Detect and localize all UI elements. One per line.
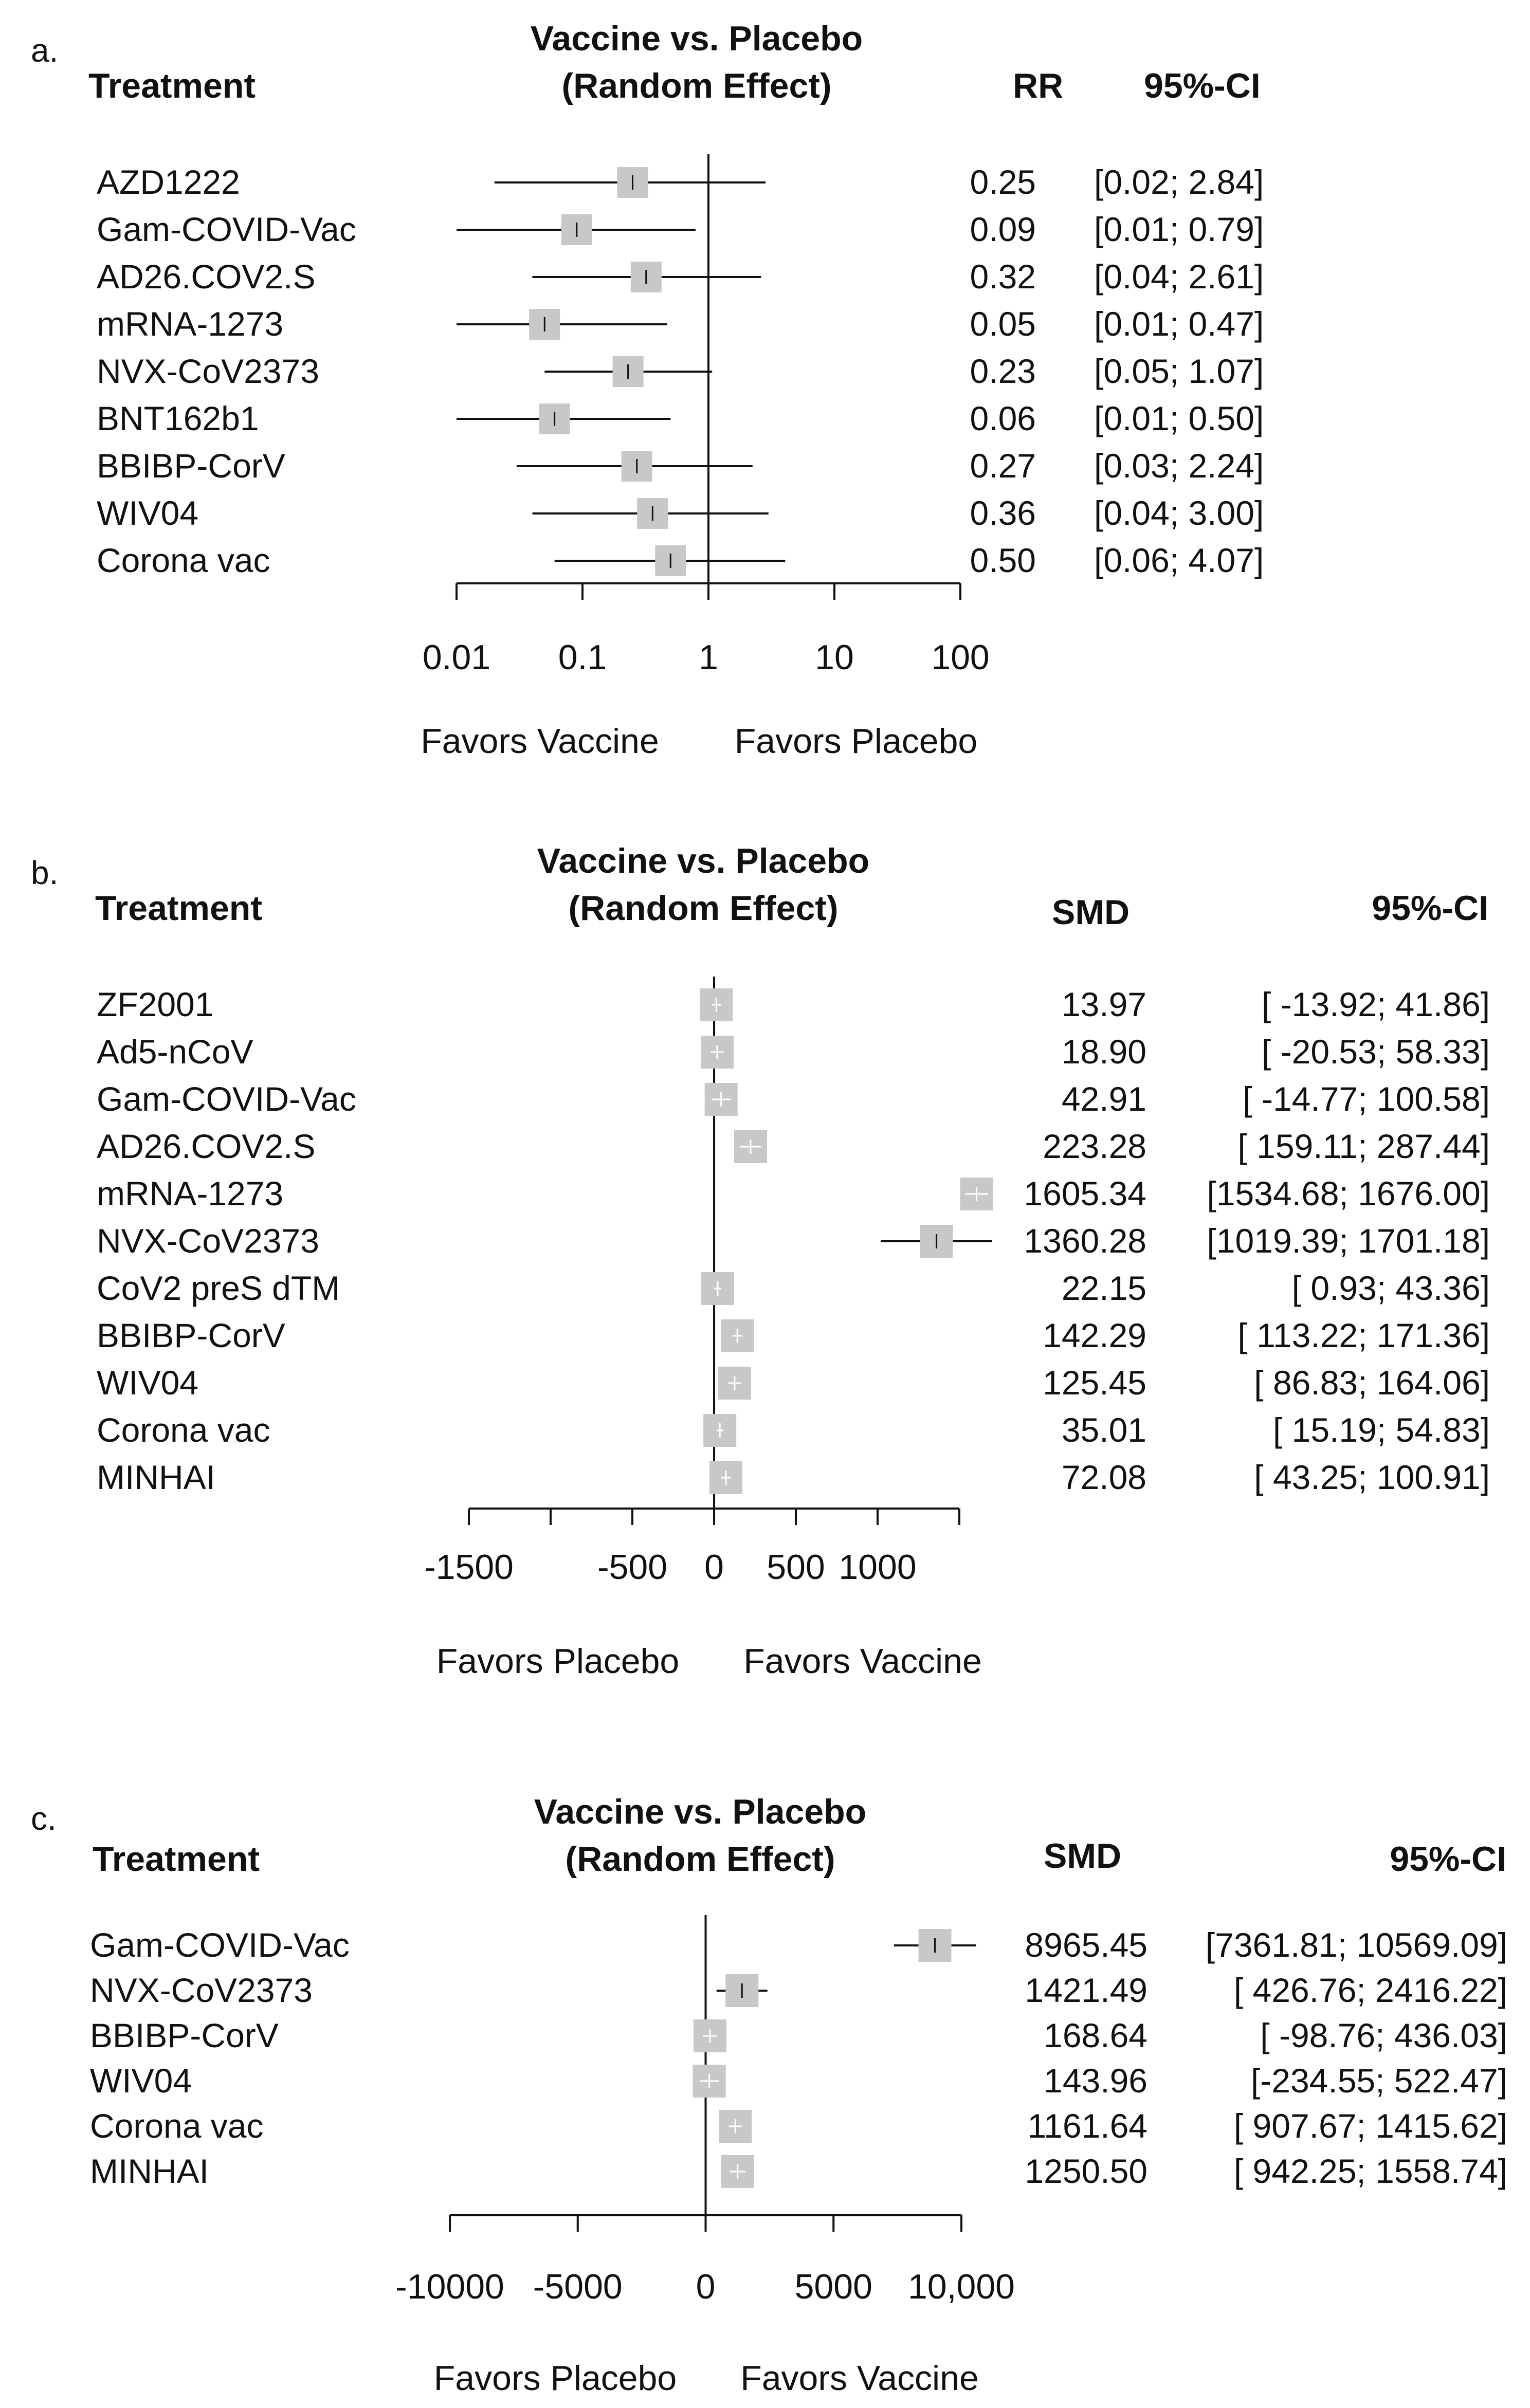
ci-value: [0.02; 2.84] — [1094, 163, 1264, 201]
ci-value: [0.01; 0.47] — [1094, 305, 1264, 343]
ci-value: [0.05; 1.07] — [1094, 352, 1264, 390]
estimate-value: 0.09 — [970, 210, 1036, 248]
x-tick-label: 0.1 — [558, 638, 607, 677]
treatment-label: mRNA-1273 — [97, 1174, 284, 1212]
x-tick-label: 0 — [704, 1548, 724, 1587]
ci-column-header: 95%-CI — [1372, 889, 1488, 928]
plot-title-line1: Vaccine vs. Placebo — [537, 841, 870, 880]
forest-row — [90, 1971, 1507, 2009]
treatment-label: BNT162b1 — [97, 399, 259, 437]
estimate-value: 1360.28 — [1024, 1222, 1146, 1260]
plot-title-line1: Vaccine vs. Placebo — [534, 1792, 867, 1831]
estimate-value: 0.50 — [970, 541, 1036, 579]
estimate-value: 42.91 — [1061, 1080, 1146, 1118]
treatment-label: CoV2 preS dTM — [97, 1269, 340, 1307]
ci-value: [ 15.19; 54.83] — [1272, 1411, 1490, 1449]
ci-column-header: 95%-CI — [1390, 1840, 1506, 1879]
ci-value: [ 43.25; 100.91] — [1254, 1458, 1490, 1496]
forest-row — [97, 1411, 1490, 1449]
x-tick-label: 5000 — [794, 2267, 872, 2306]
ci-value: [ -98.76; 436.03] — [1260, 2016, 1507, 2054]
ci-value: [1019.39; 1701.18] — [1207, 1222, 1490, 1260]
treatment-label: WIV04 — [90, 2062, 192, 2100]
ci-value: [ 942.25; 1558.74] — [1233, 2152, 1507, 2190]
ci-value: [ -20.53; 58.33] — [1262, 1033, 1490, 1071]
estimate-value: 0.05 — [970, 305, 1036, 343]
treatment-label: WIV04 — [97, 1364, 199, 1402]
forest-row — [97, 985, 1490, 1023]
ci-column-header: 95%-CI — [1144, 66, 1261, 105]
treatment-column-header: Treatment — [95, 889, 262, 928]
favors-right-label: Favors Placebo — [734, 722, 978, 761]
panel-letter: b. — [31, 854, 59, 891]
effect-column-header: RR — [1013, 66, 1064, 105]
treatment-label: Gam-COVID-Vac — [97, 1080, 356, 1118]
estimate-value: 0.25 — [970, 163, 1036, 201]
treatment-label: AZD1222 — [97, 163, 240, 201]
plot-title-line2: (Random Effect) — [561, 66, 832, 105]
forest-row — [97, 258, 1264, 296]
treatment-label: Gam-COVID-Vac — [97, 210, 356, 248]
treatment-label: AD26.COV2.S — [97, 258, 316, 296]
treatment-label: NVX-CoV2373 — [90, 1971, 313, 2009]
panel-letter: a. — [31, 32, 59, 69]
forest-row — [97, 352, 1264, 390]
ci-value: [0.01; 0.79] — [1094, 210, 1264, 248]
treatment-label: NVX-CoV2373 — [97, 1222, 319, 1260]
estimate-value: 1421.49 — [1025, 1971, 1148, 2009]
treatment-label: BBIBP-CorV — [97, 1316, 285, 1354]
forest-plot-c — [0, 1768, 1530, 2408]
forest-panel-b — [0, 822, 1530, 1696]
treatment-label: Corona vac — [97, 1411, 270, 1449]
effect-column-header: SMD — [1044, 1836, 1122, 1876]
forest-row — [90, 1926, 1507, 1964]
forest-row — [97, 1080, 1490, 1118]
treatment-label: Ad5-nCoV — [97, 1033, 253, 1071]
treatment-label: WIV04 — [97, 494, 199, 532]
treatment-label: ZF2001 — [97, 985, 214, 1023]
treatment-label: BBIBP-CorV — [90, 2016, 279, 2054]
forest-row — [90, 2062, 1507, 2100]
forest-row — [90, 2152, 1507, 2190]
ci-value: [0.04; 3.00] — [1094, 494, 1264, 532]
favors-right-label: Favors Vaccine — [740, 2359, 979, 2398]
favors-left-label: Favors Vaccine — [421, 722, 659, 761]
x-tick-label: 0 — [696, 2267, 716, 2306]
x-tick-label: 1 — [699, 638, 718, 677]
ci-value: [0.03; 2.24] — [1094, 447, 1264, 485]
estimate-value: 72.08 — [1061, 1458, 1146, 1496]
estimate-value: 1161.64 — [1027, 2107, 1148, 2145]
treatment-label: Corona vac — [97, 541, 270, 579]
favors-left-label: Favors Placebo — [436, 1642, 680, 1681]
forest-row — [97, 399, 1264, 437]
x-tick-label: -1500 — [424, 1548, 514, 1587]
estimate-value: 22.15 — [1061, 1269, 1146, 1307]
ci-value: [0.01; 0.50] — [1094, 399, 1264, 437]
treatment-label: AD26.COV2.S — [97, 1127, 316, 1165]
plot-title-line1: Vaccine vs. Placebo — [530, 19, 863, 58]
estimate-value: 0.06 — [970, 399, 1036, 437]
forest-row — [97, 163, 1264, 201]
x-tick-label: -10000 — [395, 2267, 504, 2306]
forest-row — [97, 210, 1264, 248]
estimate-value: 0.32 — [970, 258, 1036, 296]
forest-row — [97, 305, 1264, 343]
treatment-column-header: Treatment — [88, 66, 256, 105]
ci-value: [1534.68; 1676.00] — [1207, 1174, 1490, 1212]
estimate-value: 0.23 — [970, 352, 1036, 390]
x-tick-label: 0.01 — [422, 638, 491, 677]
ci-value: [0.06; 4.07] — [1094, 541, 1264, 579]
estimate-value: 0.36 — [970, 494, 1036, 532]
x-tick-label: 10,000 — [908, 2267, 1015, 2306]
x-tick-label: -5000 — [533, 2267, 623, 2306]
plot-title-line2: (Random Effect) — [568, 889, 839, 928]
forest-row — [97, 1174, 1490, 1212]
treatment-label: MINHAI — [90, 2152, 209, 2190]
x-tick-label: -500 — [597, 1548, 668, 1587]
forest-row — [97, 1033, 1490, 1071]
ci-value: [ -13.92; 41.86] — [1262, 985, 1490, 1023]
treatment-label: mRNA-1273 — [97, 305, 284, 343]
effect-column-header: SMD — [1052, 893, 1130, 932]
treatment-label: MINHAI — [97, 1458, 215, 1496]
treatment-column-header: Treatment — [93, 1840, 260, 1879]
forest-panel-a — [0, 0, 1530, 786]
forest-row — [97, 1458, 1490, 1496]
estimate-value: 142.29 — [1043, 1316, 1146, 1354]
ci-value: [7361.81; 10569.09] — [1205, 1926, 1507, 1964]
forest-row — [97, 541, 1264, 579]
ci-value: [ -14.77; 100.58] — [1243, 1080, 1490, 1118]
x-tick-label: 500 — [767, 1548, 825, 1587]
forest-row — [97, 494, 1264, 532]
forest-row — [90, 2016, 1507, 2054]
treatment-label: Corona vac — [90, 2107, 264, 2145]
forest-row — [97, 447, 1264, 485]
ci-value: [ 0.93; 43.36] — [1291, 1269, 1490, 1307]
estimate-value: 1605.34 — [1024, 1174, 1146, 1212]
favors-right-label: Favors Vaccine — [743, 1642, 982, 1681]
ci-value: [ 113.22; 171.36] — [1237, 1316, 1490, 1354]
estimate-value: 0.27 — [970, 447, 1036, 485]
favors-left-label: Favors Placebo — [433, 2359, 677, 2398]
treatment-label: NVX-CoV2373 — [97, 352, 319, 390]
ci-value: [0.04; 2.61] — [1094, 258, 1264, 296]
estimate-value: 168.64 — [1044, 2016, 1148, 2054]
x-tick-label: 100 — [931, 638, 990, 677]
forest-plot-a — [0, 0, 1530, 786]
plot-title-line2: (Random Effect) — [565, 1840, 835, 1879]
forest-plot-b — [0, 822, 1530, 1696]
estimate-value: 143.96 — [1044, 2062, 1148, 2100]
forest-panel-c — [0, 1768, 1530, 2408]
estimate-value: 1250.50 — [1025, 2152, 1148, 2190]
ci-value: [ 907.67; 1415.62] — [1233, 2107, 1507, 2145]
x-tick-label: 1000 — [839, 1548, 917, 1587]
treatment-label: Gam-COVID-Vac — [90, 1926, 350, 1964]
ci-value: [ 86.83; 164.06] — [1254, 1364, 1490, 1402]
estimate-value: 35.01 — [1061, 1411, 1146, 1449]
estimate-value: 8965.45 — [1025, 1926, 1148, 1964]
forest-row — [90, 2107, 1507, 2145]
x-tick-label: 10 — [815, 638, 854, 677]
estimate-value: 18.90 — [1061, 1033, 1146, 1071]
ci-value: [-234.55; 522.47] — [1250, 2062, 1507, 2100]
estimate-value: 125.45 — [1043, 1364, 1146, 1402]
ci-value: [ 159.11; 287.44] — [1237, 1127, 1490, 1165]
forest-row — [97, 1316, 1490, 1354]
panel-letter: c. — [31, 1800, 57, 1837]
estimate-value: 13.97 — [1061, 985, 1146, 1023]
forest-row — [97, 1364, 1490, 1402]
forest-row — [97, 1127, 1490, 1165]
forest-row — [97, 1222, 1490, 1260]
forest-row — [97, 1269, 1490, 1307]
estimate-value: 223.28 — [1043, 1127, 1146, 1165]
treatment-label: BBIBP-CorV — [97, 447, 285, 485]
ci-value: [ 426.76; 2416.22] — [1233, 1971, 1507, 2009]
